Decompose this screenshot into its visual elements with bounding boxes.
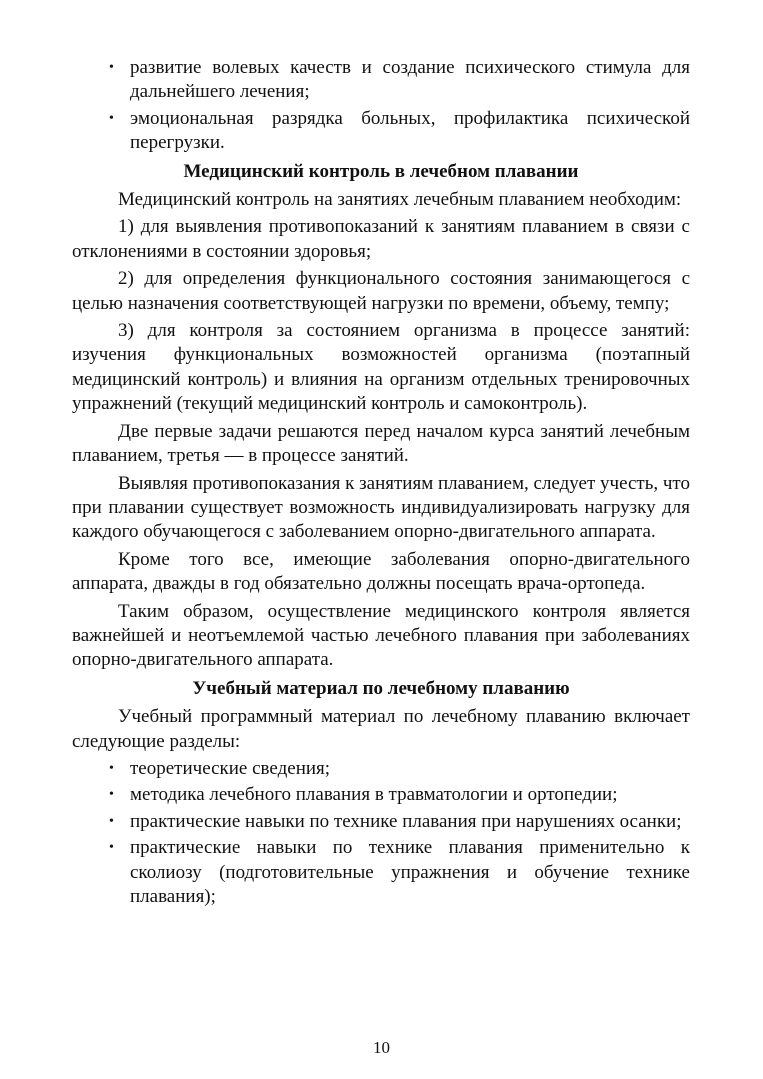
paragraph: Таким образом, осуществление медицинского контроля является важнейшей и неотъемлемой частью лечебного плавания при заболеваниях опорно-двигательного аппарата.: [72, 600, 690, 671]
list-item-text: практические навыки по технике плавания при нарушениях осанки;: [130, 810, 682, 832]
list-item-text: теоретические сведения;: [130, 757, 331, 779]
paragraph: 3) для контроля за состоянием организма в процессе занятий: изучения функциональных возможностей организма (поэтапный медицинский контроль) и влияния на организм отдельных тренировочных упражнений (текущий медицинский контроль и самоконтроль).: [72, 320, 690, 415]
paragraph: 1) для выявления противопоказаний к занятиям плаванием в связи с отклонениями в состоянии здоровья;: [72, 216, 690, 262]
bullet-icon: •: [109, 760, 114, 776]
section-heading-study-material: Учебный материал по лечебному плаванию: [192, 677, 570, 699]
list-item: [72, 783, 690, 807]
list-item: [72, 107, 690, 156]
paragraph: 2) для определения функционального состояния занимающегося с целью назначения соответствующей нагрузки по времени, объему, темпу;: [72, 268, 690, 314]
top-bullet-list: [72, 56, 690, 156]
bullet-icon: •: [109, 110, 114, 126]
section-heading-medical-control: Медицинский контроль в лечебном плавании: [183, 160, 579, 182]
bullet-icon: •: [109, 787, 114, 803]
page-body: [72, 56, 690, 911]
sections-bullet-list: [72, 757, 690, 909]
list-item-text: методика лечебного плавания в травматологии и ортопедии;: [130, 784, 618, 806]
paragraph: Две первые задачи решаются перед началом курса занятий лечебным плаванием, третья — в процессе занятий.: [72, 420, 690, 467]
paragraph: Учебный программный материал по лечебному плаванию включает следующие разделы:: [72, 706, 690, 752]
paragraph: Кроме того все, имеющие заболевания опорно-двигательного аппарата, дважды в год обязательно должны посещать врача-ортопеда.: [72, 548, 690, 595]
paragraph: Медицинский контроль на занятиях лечебным плаванием необходим:: [118, 189, 682, 211]
paragraph: Выявляя противопоказания к занятиям плаванием, следует учесть, что при плавании существует возможность индивидуализировать нагрузку для каждого обучающегося с заболеванием опорно-двигательного аппарата.: [72, 472, 690, 543]
list-item: [72, 56, 690, 105]
bullet-icon: •: [109, 840, 114, 856]
bullet-icon: •: [109, 60, 114, 75]
list-item: [72, 810, 690, 834]
page-number: 10: [373, 1038, 390, 1057]
list-item: [72, 757, 690, 781]
bullet-icon: •: [109, 813, 114, 829]
list-item-text: развитие волевых качеств и создание психического стимула для дальнейшего лечения;: [130, 57, 690, 103]
list-item-text: эмоциональная разрядка больных, профилактика психической перегрузки.: [130, 107, 690, 154]
list-item: [72, 836, 690, 909]
list-item-text: практические навыки по технике плавания применительно к сколиозу (подготовительные упражнения и обучение технике плавания);: [130, 837, 690, 907]
